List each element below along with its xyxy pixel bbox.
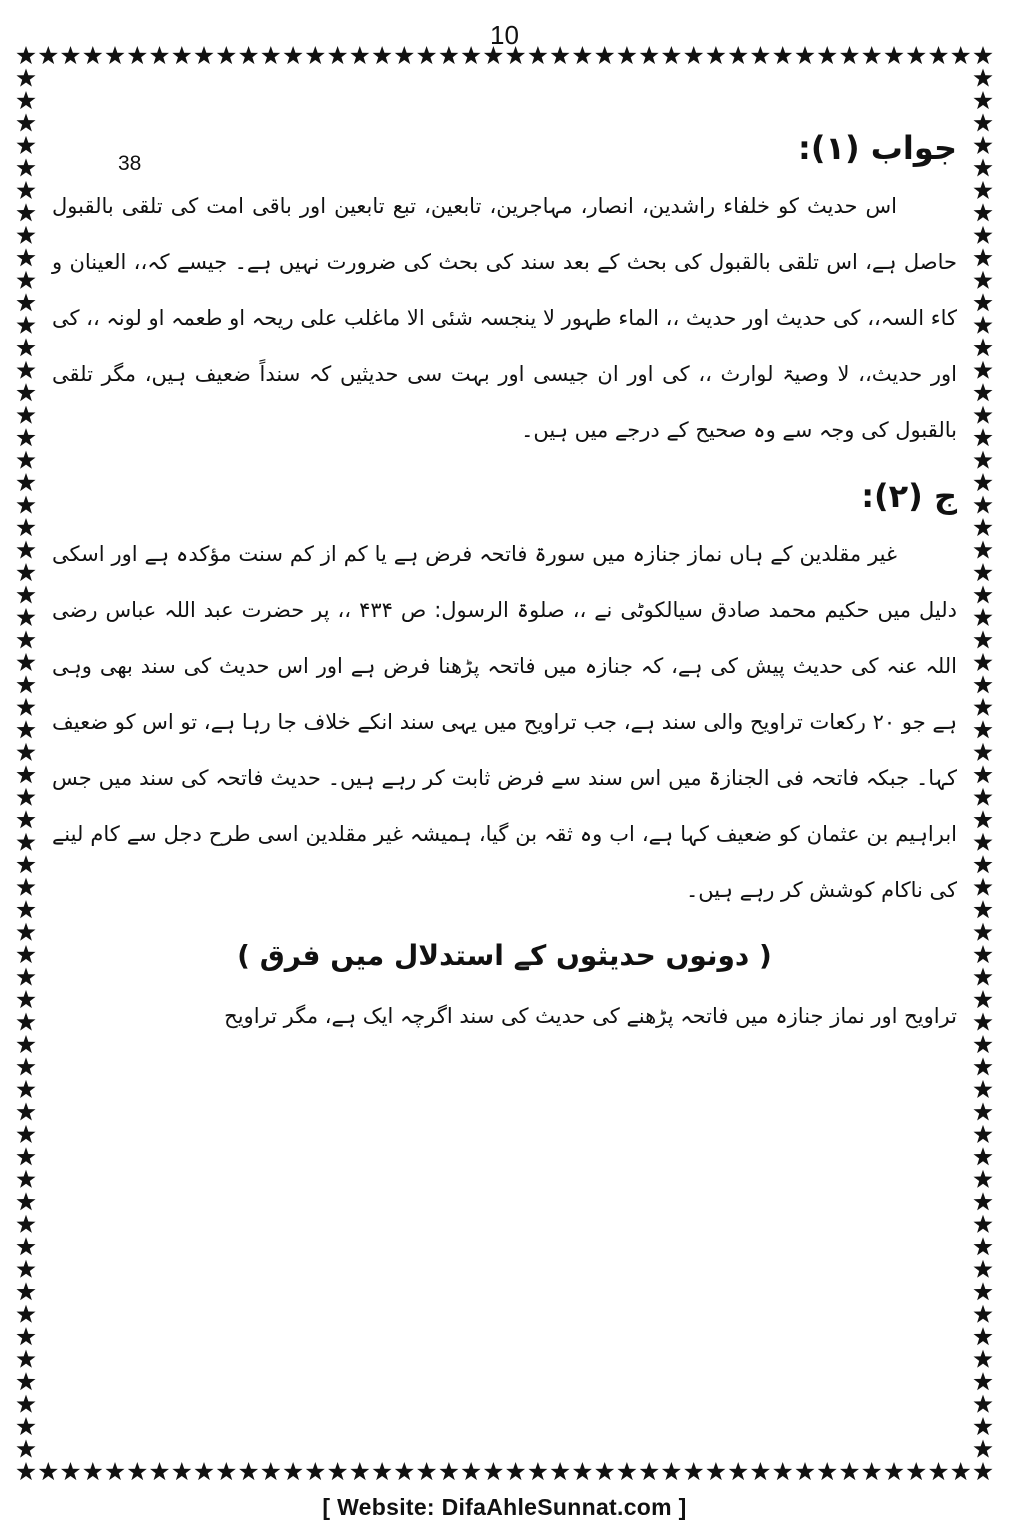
border-star bbox=[973, 630, 992, 648]
border-star bbox=[973, 248, 992, 266]
border-star bbox=[16, 923, 35, 941]
border-star bbox=[973, 1080, 992, 1098]
border-star bbox=[973, 1170, 992, 1188]
border-star bbox=[16, 608, 35, 626]
border-star bbox=[16, 855, 35, 873]
border-star bbox=[973, 1260, 992, 1278]
border-star bbox=[973, 765, 992, 783]
border-star bbox=[773, 46, 792, 64]
border-star bbox=[973, 91, 992, 109]
border-star bbox=[328, 46, 347, 64]
border-star bbox=[973, 945, 992, 963]
border-star bbox=[16, 1125, 35, 1143]
border-star bbox=[16, 496, 35, 514]
border-star bbox=[462, 46, 481, 64]
border-star bbox=[16, 226, 35, 244]
border-star bbox=[973, 698, 992, 716]
border-star bbox=[973, 608, 992, 626]
border-star bbox=[973, 1013, 992, 1031]
border-star bbox=[973, 720, 992, 738]
border-star bbox=[194, 46, 213, 64]
border-star bbox=[16, 1395, 35, 1413]
border-star bbox=[973, 900, 992, 918]
page-content bbox=[52, 118, 957, 1478]
border-star bbox=[16, 1260, 35, 1278]
answer-2-paragraph: غیر مقلدین کے ہاں نماز جنازہ میں سورۃ فاتحہ فرض ہے یا کم از کم سنت مؤکدہ ہے اور اسکی دلیل میں حکیم محمد صادق سیالکوٹی نے ،، صلوۃ الرسول: ص ۴۳۴ ،، پر حضرت عبد اللہ عباس رضی اللہ عنہ کی حدیث پیش کی ہے، کہ جنازہ میں فاتحہ پڑھنا فرض ہے اور اس حدیث کی سند بھی وہی ہے جو ۲۰ رکعات تراویح والی سند ہے، جب تراویح میں یہی سند انکے خلاف جا رہا ہے، تو اس کو ضعیف کہا۔ جبکہ فاتحہ فی الجنازۃ میں اس سند سے فرض ثابت کر رہے ہیں۔ حدیث فاتحہ کی سند میں جس ابراہیم بن عثمان کو ضعیف کہا ہے، اب وہ ثقہ بن گیا، ہمیشہ غیر مقلدین اسی طرح دجل سے کام لینے کی ناکام کوشش کر رہے ہیں۔ bbox=[52, 542, 957, 902]
border-star bbox=[973, 1102, 992, 1120]
border-star bbox=[973, 1440, 992, 1458]
border-star bbox=[16, 181, 35, 199]
border-star bbox=[16, 720, 35, 738]
border-star bbox=[973, 203, 992, 221]
border-star bbox=[973, 361, 992, 379]
border-star bbox=[128, 46, 147, 64]
border-star bbox=[16, 1350, 35, 1368]
border-star bbox=[617, 46, 636, 64]
border-star bbox=[973, 1215, 992, 1233]
border-star bbox=[973, 473, 992, 491]
border-star bbox=[973, 406, 992, 424]
border-star bbox=[551, 46, 570, 64]
border-star bbox=[973, 496, 992, 514]
border-star bbox=[16, 788, 35, 806]
border-star bbox=[973, 316, 992, 334]
border-star bbox=[973, 788, 992, 806]
border-star bbox=[16, 945, 35, 963]
border-star bbox=[16, 451, 35, 469]
border-star bbox=[973, 1372, 992, 1390]
border-star bbox=[973, 181, 992, 199]
border-star bbox=[16, 698, 35, 716]
border-star bbox=[973, 1417, 992, 1435]
border-star bbox=[16, 1327, 35, 1345]
border-star bbox=[973, 810, 992, 828]
border-star bbox=[973, 743, 992, 761]
border-star bbox=[16, 136, 35, 154]
border-star bbox=[973, 990, 992, 1008]
border-star bbox=[973, 585, 992, 603]
border-star bbox=[973, 833, 992, 851]
border-star bbox=[16, 1417, 35, 1435]
border-star bbox=[16, 1192, 35, 1210]
border-star bbox=[350, 46, 369, 64]
border-star bbox=[284, 46, 303, 64]
border-star bbox=[729, 46, 748, 64]
border-star bbox=[16, 1035, 35, 1053]
website-footer: [ Website: DifaAhleSunnat.com ] bbox=[322, 1494, 687, 1520]
border-star bbox=[16, 968, 35, 986]
border-star bbox=[884, 46, 903, 64]
border-star bbox=[973, 1057, 992, 1075]
answer-1-paragraph: اس حدیث کو خلفاء راشدین، انصار، مہاجرین، تابعین، تبع تابعین اور باقی امت کی تلقی بالقبول حاصل ہے، اس تلقی بالقبول کی بحث کے بعد سند کی بحث کی ضرورت نہیں ہے۔ جیسے کہ،، العینان و کاء السہ،، کی حدیث اور حدیث ،، الماء طہور لا ینجسہ شئی الا ماغلب علی ریحہ او طعمہ او لونہ ،، کی اور حدیث،، لا وصیۃ لوارث ،، کی اور ان جیسی اور بہت سی حدیثیں کہ سنداً ضعیف ہیں، مگر تلقی بالقبول کی وجہ سے وہ صحیح کے درجے میں ہیں۔ bbox=[52, 194, 957, 442]
border-star bbox=[484, 46, 503, 64]
border-star bbox=[417, 46, 436, 64]
border-star bbox=[973, 338, 992, 356]
border-star bbox=[973, 428, 992, 446]
border-star bbox=[973, 451, 992, 469]
border-star bbox=[16, 585, 35, 603]
border-star bbox=[973, 383, 992, 401]
border-star bbox=[973, 1125, 992, 1143]
border-star bbox=[16, 1102, 35, 1120]
border-star bbox=[16, 563, 35, 581]
border-star bbox=[306, 46, 325, 64]
border-star bbox=[973, 923, 992, 941]
border-star bbox=[951, 46, 970, 64]
border-star bbox=[16, 113, 35, 131]
border-star bbox=[973, 541, 992, 559]
border-star bbox=[16, 473, 35, 491]
border-star bbox=[150, 46, 169, 64]
border-star bbox=[16, 630, 35, 648]
border-star bbox=[662, 46, 681, 64]
border-star bbox=[16, 1440, 35, 1458]
border-star bbox=[973, 1192, 992, 1210]
border-star bbox=[973, 563, 992, 581]
border-star bbox=[16, 743, 35, 761]
border-star bbox=[16, 1147, 35, 1165]
border-star bbox=[16, 1305, 35, 1323]
border-star bbox=[373, 46, 392, 64]
border-star bbox=[16, 69, 35, 87]
border-star bbox=[506, 46, 525, 64]
border-star bbox=[795, 46, 814, 64]
answer-1-heading: جواب (۱): bbox=[798, 129, 957, 167]
border-star bbox=[973, 69, 992, 87]
border-star bbox=[16, 383, 35, 401]
border-star bbox=[16, 1215, 35, 1233]
border-star bbox=[973, 293, 992, 311]
border-star bbox=[706, 46, 725, 64]
border-star bbox=[83, 46, 102, 64]
border-star bbox=[818, 46, 837, 64]
border-star bbox=[973, 271, 992, 289]
border-star bbox=[16, 158, 35, 176]
border-star bbox=[973, 1035, 992, 1053]
border-star bbox=[16, 46, 35, 64]
border-star bbox=[973, 46, 992, 64]
difference-paragraph: تراویح اور نماز جنازہ میں فاتحہ پڑھنے کی حدیث کی سند اگرچہ ایک ہے، مگر تراویح bbox=[224, 1004, 957, 1028]
border-star bbox=[973, 1462, 992, 1480]
border-star bbox=[16, 541, 35, 559]
border-star bbox=[16, 1170, 35, 1188]
border-star bbox=[751, 46, 770, 64]
border-star bbox=[16, 900, 35, 918]
border-star bbox=[973, 518, 992, 536]
border-star bbox=[973, 1305, 992, 1323]
page-number: 10 bbox=[490, 20, 519, 50]
border-star bbox=[16, 91, 35, 109]
border-star bbox=[16, 518, 35, 536]
border-star bbox=[840, 46, 859, 64]
border-star bbox=[16, 271, 35, 289]
border-star bbox=[16, 878, 35, 896]
border-star bbox=[973, 968, 992, 986]
border-star bbox=[16, 1372, 35, 1390]
border-star bbox=[973, 1282, 992, 1300]
border-star bbox=[973, 1237, 992, 1255]
answer-2-heading: ج (۲): bbox=[861, 477, 957, 515]
border-star bbox=[439, 46, 458, 64]
border-star bbox=[973, 1147, 992, 1165]
border-star bbox=[16, 1462, 35, 1480]
border-star bbox=[973, 855, 992, 873]
border-star bbox=[16, 833, 35, 851]
border-star bbox=[16, 406, 35, 424]
border-star bbox=[39, 46, 58, 64]
difference-heading: ( دونوں حدیثوں کے استدلال میں فرق ) bbox=[237, 939, 772, 972]
border-star bbox=[61, 46, 80, 64]
border-star bbox=[105, 46, 124, 64]
border-star bbox=[907, 46, 926, 64]
border-star bbox=[239, 46, 258, 64]
border-star bbox=[217, 46, 236, 64]
border-star bbox=[16, 203, 35, 221]
border-star bbox=[16, 1057, 35, 1075]
border-star bbox=[16, 765, 35, 783]
border-star bbox=[16, 653, 35, 671]
border-star bbox=[973, 226, 992, 244]
border-star bbox=[16, 248, 35, 266]
border-star bbox=[16, 1013, 35, 1031]
border-star bbox=[16, 810, 35, 828]
border-star bbox=[16, 293, 35, 311]
border-star bbox=[16, 361, 35, 379]
border-star bbox=[973, 1350, 992, 1368]
border-star bbox=[973, 1327, 992, 1345]
border-star bbox=[528, 46, 547, 64]
border-star bbox=[862, 46, 881, 64]
border-star bbox=[16, 338, 35, 356]
border-star bbox=[395, 46, 414, 64]
border-star bbox=[973, 158, 992, 176]
border-star bbox=[595, 46, 614, 64]
border-star bbox=[973, 1395, 992, 1413]
border-star bbox=[929, 46, 948, 64]
border-star bbox=[973, 113, 992, 131]
border-star bbox=[16, 675, 35, 693]
border-star bbox=[973, 878, 992, 896]
border-star bbox=[16, 316, 35, 334]
border-star bbox=[16, 428, 35, 446]
border-star bbox=[973, 675, 992, 693]
border-star bbox=[16, 1237, 35, 1255]
border-star bbox=[172, 46, 191, 64]
border-star bbox=[684, 46, 703, 64]
footnote-marker: 38 bbox=[118, 152, 142, 175]
border-star bbox=[16, 1080, 35, 1098]
border-star bbox=[640, 46, 659, 64]
border-star bbox=[973, 653, 992, 671]
border-star bbox=[261, 46, 280, 64]
border-star bbox=[973, 136, 992, 154]
border-star bbox=[16, 990, 35, 1008]
border-star bbox=[573, 46, 592, 64]
border-star bbox=[16, 1282, 35, 1300]
